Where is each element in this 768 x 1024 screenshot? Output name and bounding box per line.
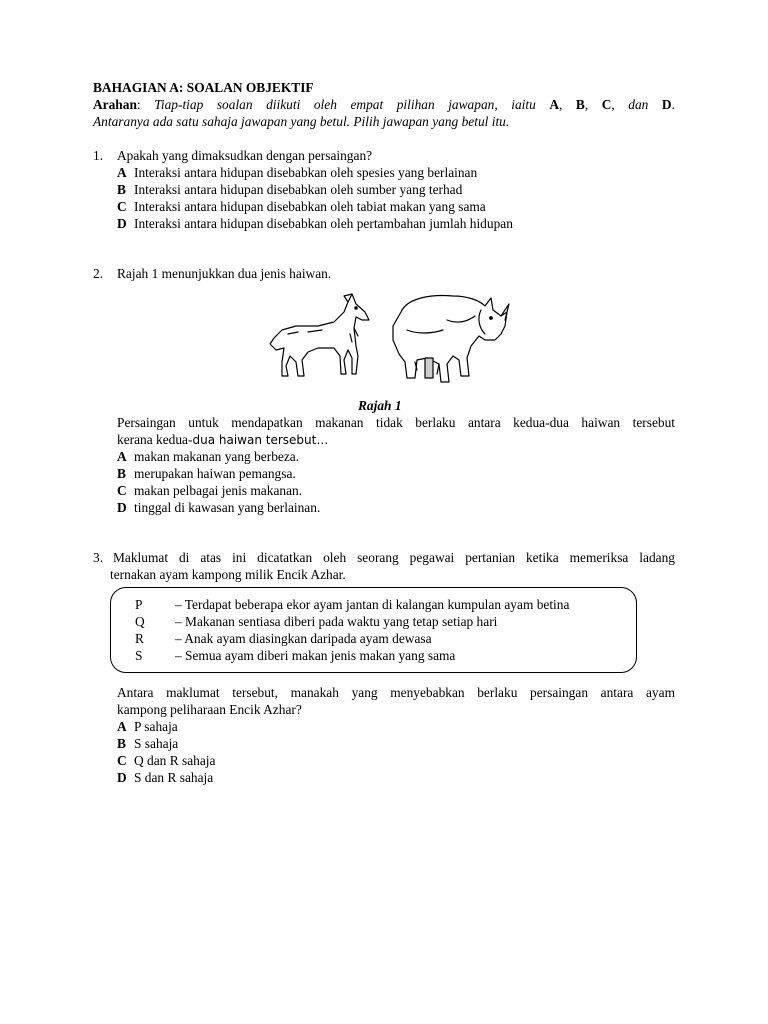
question-number: 2. [93,266,104,281]
information-box [110,587,637,673]
question-text: Apakah yang dimaksudkan dengan persaingan? [117,148,373,163]
question-number: 3. [93,550,104,565]
option-b: B Interaksi antara hidupan disebabkan oleh sumber yang terhad [117,182,463,197]
option-b: B merupakan haiwan pemangsa. [117,466,296,481]
section-heading: BAHAGIAN A: SOALAN OBJEKTIF [93,80,314,95]
instruction-label: Arahan [93,97,137,112]
stem-line-1: Antara maklumat tersebut, manakah yang menyebabkan berlaku persaingan antara ayam [117,685,675,700]
option-a: A P sahaja [117,719,178,734]
option-d: D Interaksi antara hidupan disebabkan oleh pertambahan jumlah hidupan [117,216,513,231]
option-a: A makan makanan yang berbeza. [117,449,300,464]
figure-caption: Rajah 1 [358,398,402,413]
question-1 [93,147,675,237]
option-c: C Interaksi antara hidupan disebabkan oleh tabiat makan yang sama [117,199,486,214]
stem-line-2: kampong peliharaan Encik Azhar? [117,702,302,717]
info-row-r: R – Anak ayam diasingkan daripada ayam dewasa [135,631,432,646]
info-row-p: P – Terdapat beberapa ekor ayam jantan di kalangan kumpulan ayam betina [135,597,570,612]
question-2-stem [93,414,675,514]
instruction-text: Tiap-tiap soalan diikuti oleh empat pilihan jawapan, iaitu [154,97,536,112]
question-3 [93,549,675,585]
instruction-text-2: Antaranya ada satu sahaja jawapan yang betul. Pilih jawapan yang betul itu. [93,114,510,129]
rhinoceros-illustration [387,290,513,384]
option-a: A Interaksi antara hidupan disebabkan oleh spesies yang berlainan [117,165,478,180]
info-row-q: Q – Makanan sentiasa diberi pada waktu yang tetap setiap hari [135,614,498,629]
question-text-2: ternakan ayam kampong milik Encik Azhar. [110,567,346,582]
info-row-s: S – Semua ayam diberi makan jenis makan yang sama [135,648,456,663]
question-2 [93,265,675,285]
option-d: D S dan R sahaja [117,770,214,785]
option-c: C makan pelbagai jenis makanan. [117,483,303,498]
stem-line-1: Persaingan untuk mendapatkan makanan tidak berlaku antara kedua-dua haiwan tersebut [117,415,675,430]
question-number: 1. [93,148,104,163]
option-d: D tinggal di kawasan yang berlainan. [117,500,321,515]
question-text: Rajah 1 menunjukkan dua jenis haiwan. [117,266,332,281]
option-c: C Q dan R sahaja [117,753,216,768]
option-b: B S sahaja [117,736,179,751]
stem-line-2: kerana kedua-dua haiwan tersebut… [117,432,329,447]
question-3-stem [93,684,675,784]
question-text: Maklumat di atas ini dicatatkan oleh seorang pegawai pertanian ketika memeriksa ladang [113,550,675,565]
wolf-illustration [268,290,376,380]
instructions: Arahan: Tiap-tiap soalan diikuti oleh empat pilihan jawapan, iaitu A, B, C, dan D. Antaranya ada satu sahaja jawapan yang betul. Pilih jawapan yang betul itu. [93,97,675,129]
